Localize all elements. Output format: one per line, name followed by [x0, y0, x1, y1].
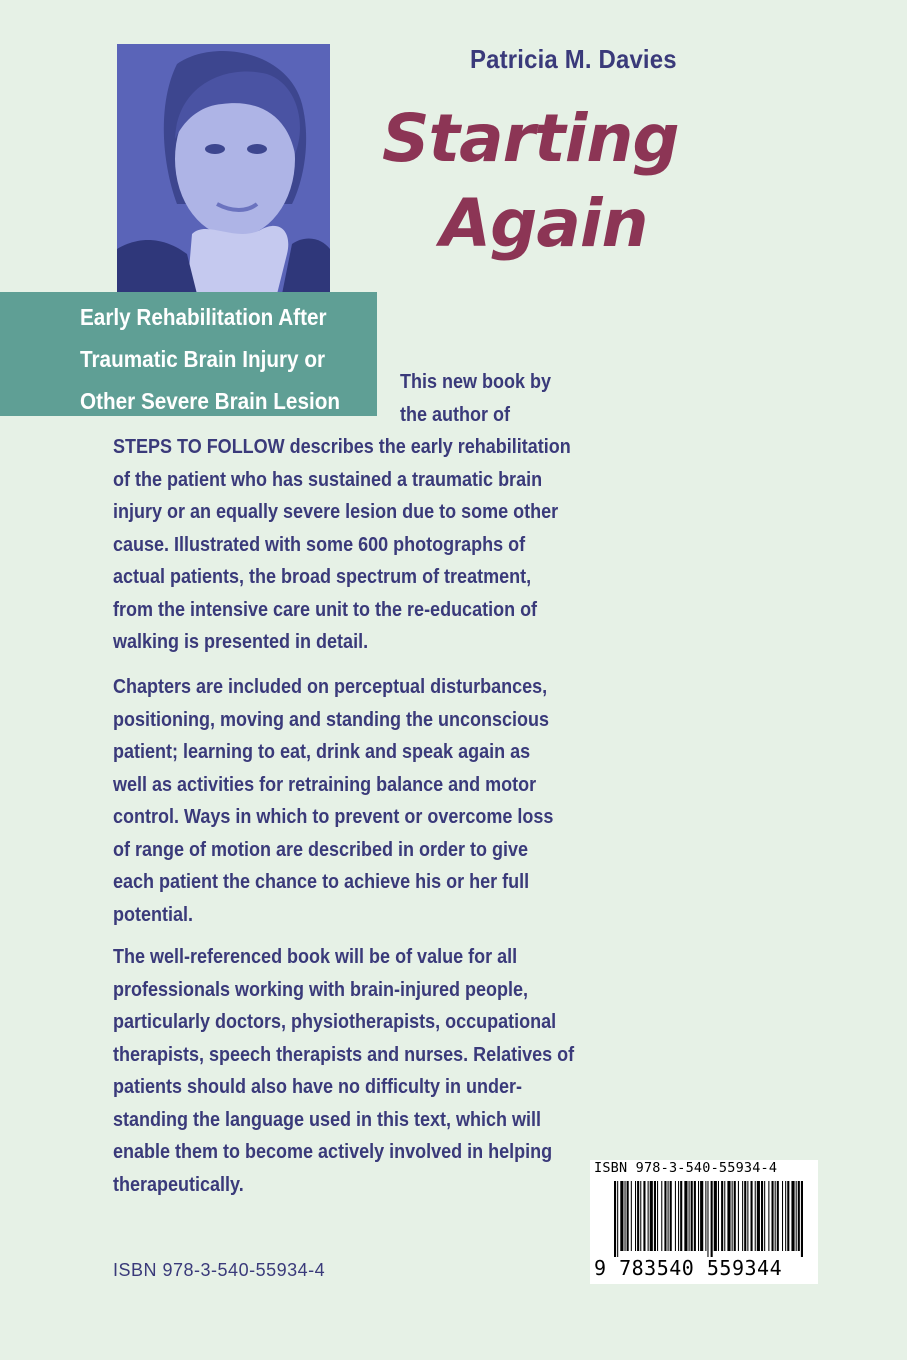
barcode-bar	[732, 1181, 733, 1251]
description-paragraph-2	[113, 671, 602, 931]
barcode-bar	[625, 1181, 626, 1251]
barcode-bar	[670, 1181, 672, 1251]
barcode-bar	[798, 1181, 800, 1251]
subtitle-line: Early Rehabilitation After	[80, 304, 327, 330]
text-line: potential.	[113, 903, 194, 926]
subtitle-line: Traumatic Brain Injury or	[80, 346, 326, 372]
barcode-bar	[796, 1181, 797, 1251]
barcode-bar	[637, 1181, 639, 1251]
text-line: therapeutically.	[113, 1173, 244, 1196]
description-paragraph-1	[113, 431, 622, 659]
barcode-bar	[785, 1181, 786, 1251]
text-line: patients should also have no difficulty in under-	[113, 1076, 523, 1098]
barcode-bar	[640, 1181, 641, 1251]
barcode-bar	[718, 1181, 719, 1251]
barcode-bar	[711, 1181, 713, 1257]
barcode-bar	[620, 1181, 623, 1251]
barcode-bar	[721, 1181, 723, 1251]
barcode-bars	[614, 1181, 806, 1257]
barcode-bar	[680, 1181, 682, 1251]
intro-text	[400, 366, 568, 431]
barcode-bar	[648, 1181, 649, 1251]
text-line: The well-referenced book will be of value for all	[113, 946, 518, 968]
barcode-bar	[650, 1181, 653, 1251]
text-line: from the intensive care unit to the re-education of	[113, 598, 538, 621]
text-line: actual patients, the broad spectrum of treatment,	[113, 566, 532, 588]
barcode-bar	[714, 1181, 717, 1251]
barcode-bar	[772, 1181, 774, 1251]
book-title-line-1: Starting	[382, 100, 679, 177]
text-line: Chapters are included on perceptual disturbances,	[113, 676, 548, 698]
barcode-bar	[801, 1181, 803, 1257]
barcode-bar	[635, 1181, 636, 1251]
barcode-bar	[707, 1181, 708, 1257]
author-photo	[117, 44, 330, 294]
text-line: standing the language used in this text, which will	[113, 1108, 542, 1131]
barcode-bar	[657, 1181, 658, 1251]
description-paragraph-3	[113, 941, 625, 1201]
barcode-bar	[791, 1181, 794, 1251]
barcode-bar	[777, 1181, 779, 1251]
barcode-bar	[775, 1181, 776, 1251]
barcode-bar	[700, 1181, 703, 1251]
text-line: positioning, moving and standing the unconscious	[113, 708, 550, 731]
text-line: walking is presented in detail.	[113, 631, 369, 653]
barcode-bar	[668, 1181, 669, 1251]
text-line: STEPS TO FOLLOW describes the early rehabilitation	[113, 436, 571, 458]
text-line: each patient the chance to achieve his or her full	[113, 871, 530, 893]
barcode-bar	[654, 1181, 656, 1251]
author-name: Patricia M. Davies	[470, 44, 677, 74]
barcode-bar	[727, 1181, 730, 1251]
barcode-bar	[757, 1181, 760, 1251]
barcode-bar	[661, 1181, 662, 1251]
barcode-bar	[664, 1181, 666, 1251]
barcode-bar	[617, 1181, 618, 1257]
text-line: injury or an equally severe lesion due to some other	[113, 501, 559, 523]
barcode-bar	[742, 1181, 743, 1251]
subtitle-line: Other Severe Brain Lesion	[80, 388, 341, 414]
barcode-bar	[734, 1181, 736, 1251]
text-line: the author of	[400, 403, 510, 426]
barcode-bar	[764, 1181, 765, 1251]
barcode-bar	[691, 1181, 693, 1251]
text-line: particularly doctors, physiotherapists, occupational	[113, 1011, 557, 1033]
isbn-text: ISBN 978-3-540-55934-4	[113, 1260, 326, 1280]
text-line: cause. Illustrated with some 600 photographs of	[113, 533, 526, 556]
barcode-bar	[705, 1181, 706, 1251]
text-line: of the patient who has sustained a traumatic brain	[113, 468, 543, 491]
text-line: control. Ways in which to prevent or overcome loss	[113, 806, 554, 828]
barcode-bar	[675, 1181, 676, 1251]
barcode-bar	[631, 1181, 632, 1251]
book-title-line-2: Again	[440, 185, 648, 262]
barcode-bar	[751, 1181, 753, 1251]
barcode-bar	[747, 1181, 748, 1251]
barcode-bar	[768, 1181, 769, 1251]
barcode-digits: 9 783540 559344	[594, 1256, 783, 1280]
barcode-bar	[787, 1181, 789, 1251]
text-line: This new book by	[400, 371, 552, 393]
barcode-bar	[782, 1181, 783, 1251]
barcode-bar	[755, 1181, 756, 1251]
barcode-bar	[684, 1181, 687, 1251]
text-line: enable them to become actively involved in helping	[113, 1141, 553, 1163]
text-line: therapists, speech therapists and nurses. Relatives of	[113, 1043, 575, 1066]
barcode-bar	[643, 1181, 645, 1251]
barcode-bar	[678, 1181, 679, 1251]
text-line: patient; learning to eat, drink and speak again as	[113, 741, 531, 763]
barcode-isbn-label: ISBN 978-3-540-55934-4	[594, 1160, 778, 1176]
barcode-bar	[627, 1181, 629, 1251]
barcode-bar	[724, 1181, 725, 1251]
text-line: professionals working with brain-injured people,	[113, 978, 529, 1001]
barcode-bar	[738, 1181, 739, 1251]
barcode-bar	[761, 1181, 763, 1251]
barcode-bar	[698, 1181, 699, 1251]
barcode-bar	[689, 1181, 690, 1251]
text-line: well as activities for retraining balance and motor	[113, 773, 537, 796]
barcode-bar	[694, 1181, 696, 1251]
barcode-bar	[744, 1181, 746, 1251]
barcode-bar	[614, 1181, 616, 1257]
barcode	[590, 1160, 818, 1284]
text-line: of range of motion are described in order to give	[113, 838, 529, 861]
subtitle-band	[0, 292, 377, 416]
